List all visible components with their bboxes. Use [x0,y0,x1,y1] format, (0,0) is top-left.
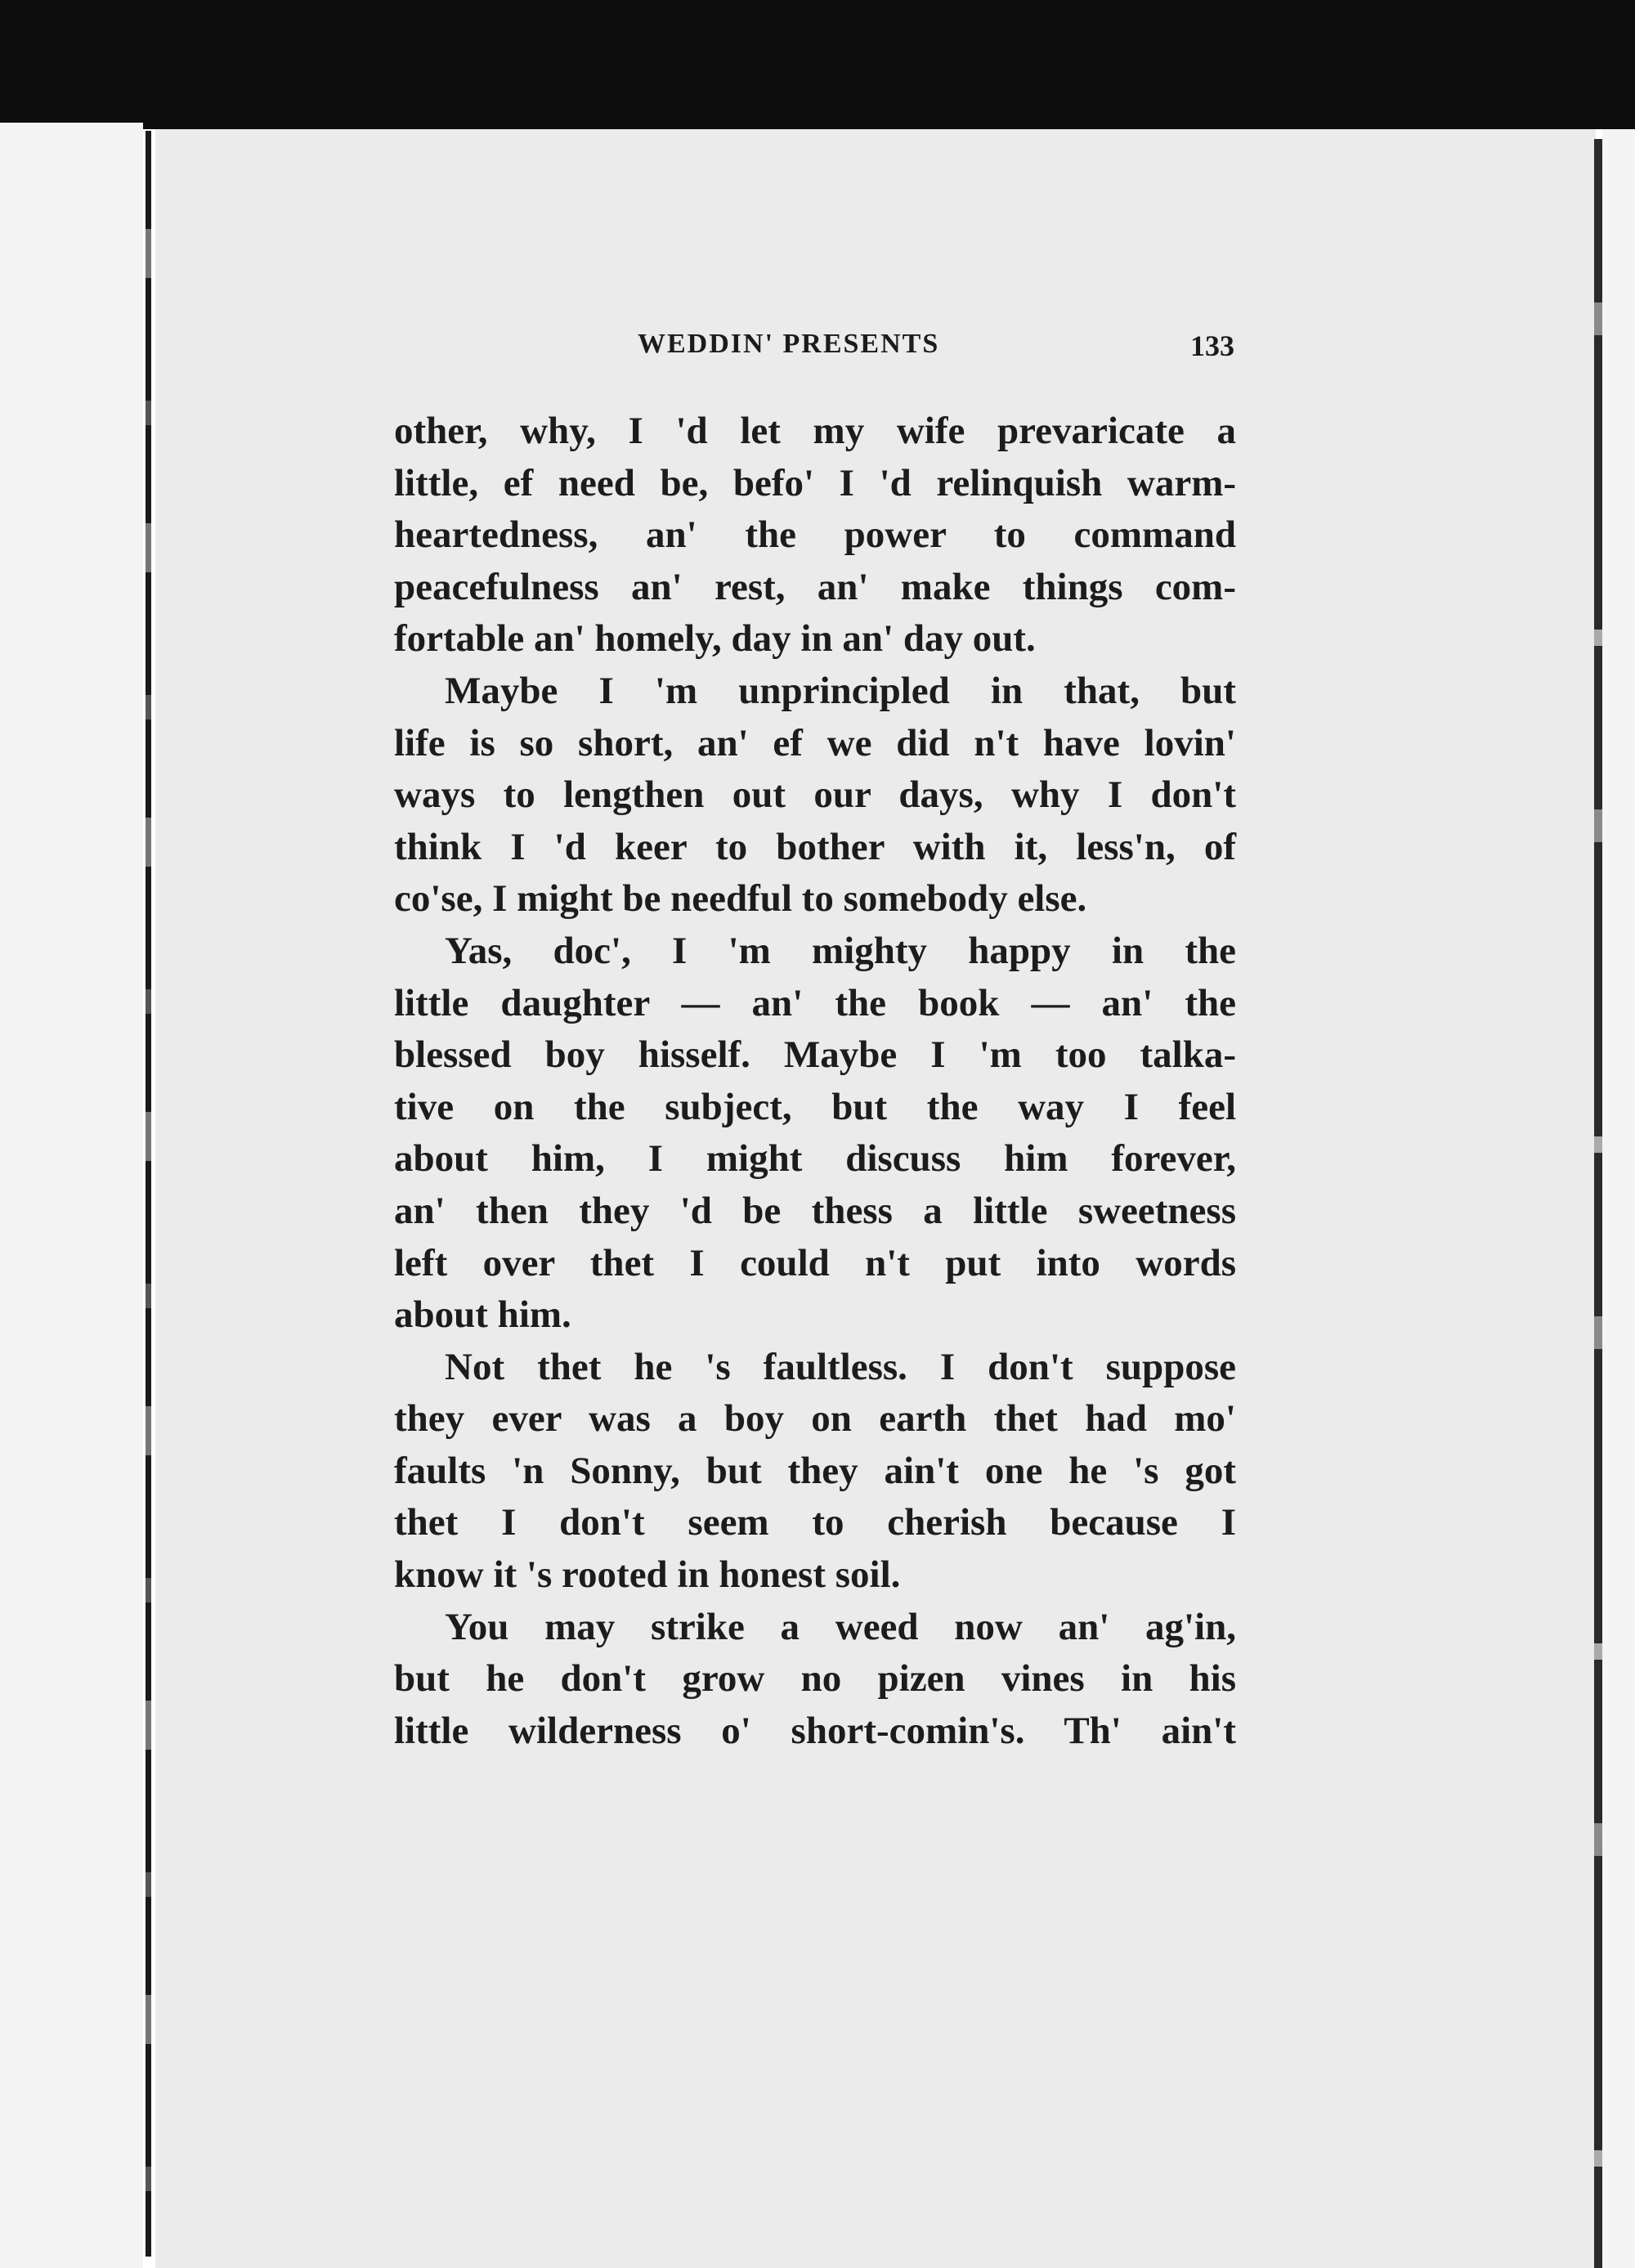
text-line: little wilderness o' short-comin's. Th' ain't [394,1709,1236,1752]
text-line: they ever was a boy on earth thet had mo' [394,1397,1236,1441]
text-line: faults 'n Sonny, but they ain't one he 's got [394,1449,1236,1492]
scan-top-border [0,0,1635,129]
text-line: other, why, I 'd let my wife prevaricate a [394,410,1236,452]
page-right-edge [1594,139,1602,2268]
page-number: 133 [1190,329,1234,362]
paragraph-3 [394,926,1236,1342]
text-line: an' then they 'd be thess a little sweetness [394,1189,1236,1232]
text-line: co'se, I might be needful to somebody else. [394,877,1087,921]
scan-right-margin [1602,129,1635,2268]
text-line: about him. [394,1293,571,1337]
text-line: You may strike a weed now an' ag'in, [445,1605,1236,1648]
text-line: about him, I might discuss him forever, [394,1137,1236,1181]
text-line: ways to lengthen out our days, why I don't [394,773,1236,817]
text-line: know it 's rooted in honest soil. [394,1553,901,1597]
text-line: thet I don't seem to cherish because I [394,1501,1236,1544]
text-line: blessed boy hisself. Maybe I 'm too talka- [394,1033,1236,1077]
text-line: life is so short, an' ef we did n't have lovin' [394,721,1236,764]
running-head: WEDDIN' PRESENTS [638,329,940,359]
paragraph-4 [394,1342,1236,1602]
text-line: left over thet I could n't put into words [394,1241,1236,1284]
scan-left-margin [0,123,143,2268]
text-line: Not thet he 's faultless. I don't suppose [445,1345,1236,1388]
text-line: but he don't grow no pizen vines in his [394,1657,1236,1701]
text-line: Yas, doc', I 'm mighty happy in the [445,929,1236,972]
paragraph-2 [394,666,1236,926]
page-header [392,329,1234,370]
body-text [394,406,1236,1757]
text-line: think I 'd keer to bother with it, less'n, of [394,825,1236,868]
page-left-edge [146,131,151,2257]
paragraph-5 [394,1602,1236,1758]
text-line: fortable an' homely, day in an' day out. [394,617,1036,661]
text-line: Maybe I 'm unprincipled in that, but [445,669,1236,712]
text-line: little, ef need be, befo' I 'd relinquish warm- [394,461,1236,504]
paragraph-1 [394,406,1236,666]
text-line: tive on the subject, but the way I feel [394,1085,1236,1128]
text-line: heartedness, an' the power to command [394,513,1236,557]
text-line: peacefulness an' rest, an' make things com- [394,565,1236,608]
text-line: little daughter — an' the book — an' the [394,981,1236,1024]
